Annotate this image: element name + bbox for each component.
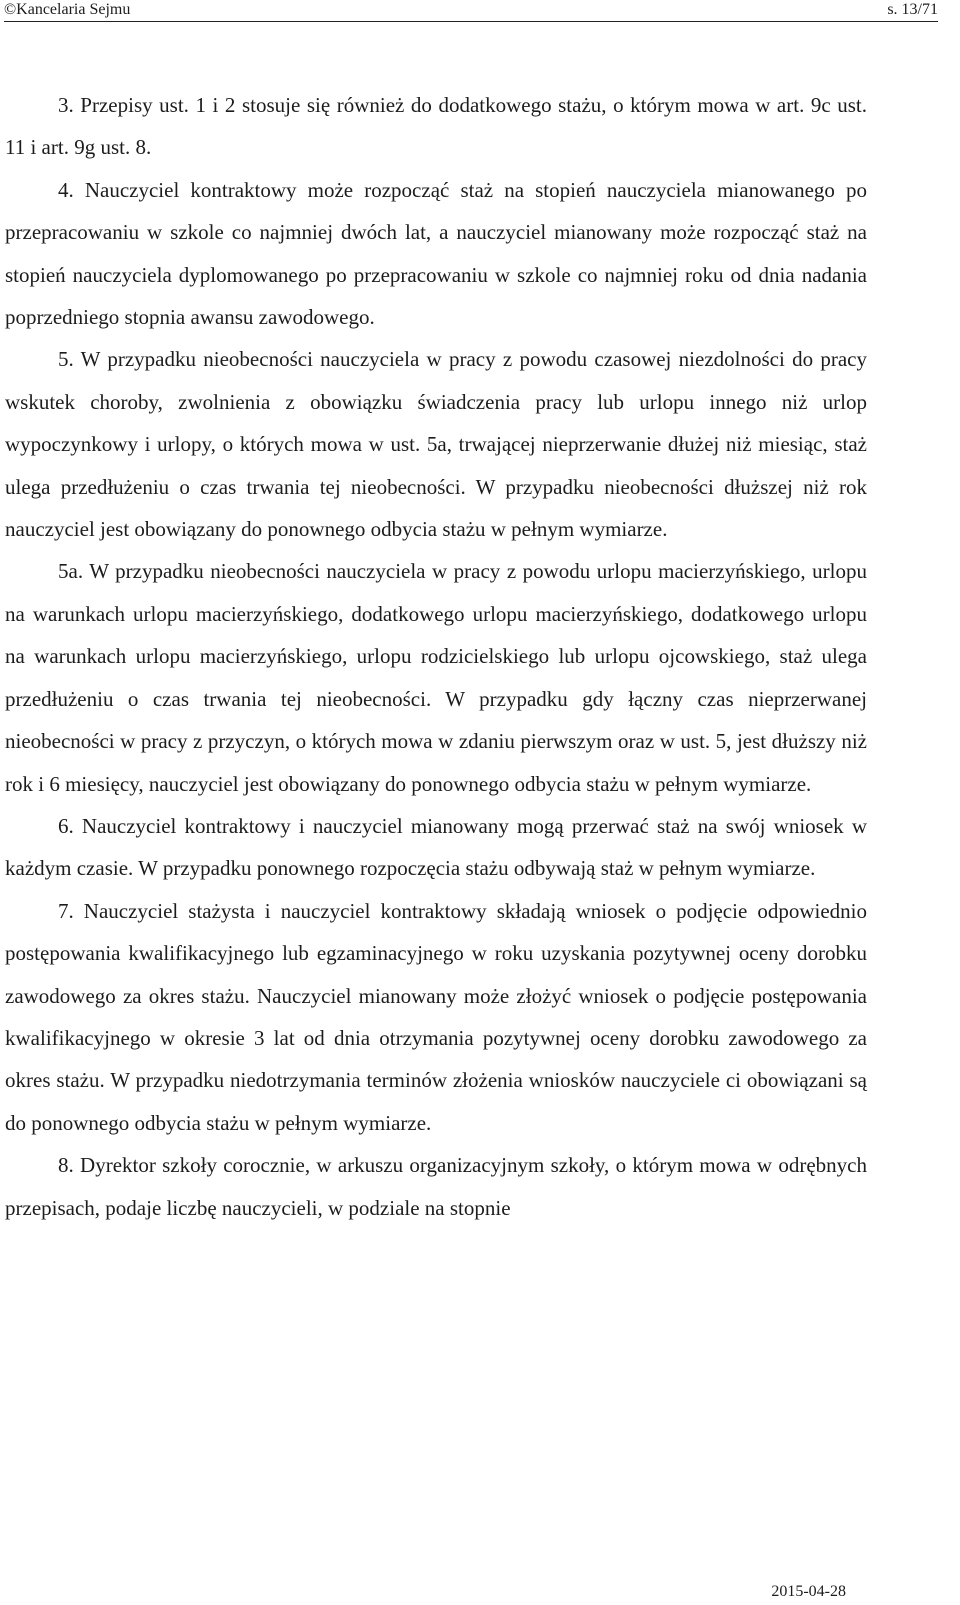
header-divider [4,21,938,22]
paragraph-ust-6: 6. Nauczyciel kontraktowy i nauczyciel mianowany mogą przerwać staż na swój wniosek w każdym czasie. W przypadku ponownego rozpoczęcia stażu odbywają staż w pełnym wymiarze. [5,813,867,881]
page-header [0,0,960,22]
paragraph-ust-5a: 5a. W przypadku nieobecności nauczyciela w pracy z powodu urlopu macierzyńskiego, urlopu na warunkach urlopu macierzyńskiego, dodatkowego urlopu macierzyńskiego, dodatkowego urlopu na warunkach urlopu macierzyńskiego, urlopu rodzicielskiego lub urlopu ojcowskiego, staż ulega przedłużeniu o czas trwania tej nieobecności. W przypadku gdy łączny czas nieprzerwanej nieobecności w pracy z przyczyn, o których mowa w zdaniu pierwszym oraz w ust. 5, jest dłuższy niż rok i 6 miesięcy, nauczyciel jest obowiązany do ponownego odbycia stażu w pełnym wymiarze. [5,559,867,796]
paragraph-ust-7: 7. Nauczyciel stażysta i nauczyciel kontraktowy składają wniosek o podjęcie odpowiednio postępowania kwalifikacyjnego lub egzaminacyjnego w roku uzyskania pozytywnej oceny dorobku zawodowego za okres stażu. Nauczyciel mianowany może złożyć wniosek o podjęcie postępowania kwalifikacyjnego w okresie 3 lat od dnia otrzymania pozytywnej oceny dorobku zawodowego za okres stażu. W przypadku niedotrzymania terminów złożenia wniosków nauczyciele ci obowiązani są do ponownego odbycia stażu w pełnym wymiarze. [5,898,867,1135]
paragraph-ust-3: 3. Przepisy ust. 1 i 2 stosuje się również do dodatkowego stażu, o którym mowa w art. 9c ust. 11 i art. 9g ust. 8. [5,93,867,160]
document-date: 2015-04-28 [771,1583,846,1600]
paragraph-ust-4: 4. Nauczyciel kontraktowy może rozpocząć staż na stopień nauczyciela mianowanego po przepracowaniu w szkole co najmniej dwóch lat, a nauczyciel mianowany może rozpocząć staż na stopień nauczyciela dyplomowanego po przepracowaniu w szkole co najmniej roku od dnia nadania poprzedniego stopnia awansu zawodowego. [5,177,867,330]
publisher-label: ©Kancelaria Sejmu [4,1,131,18]
document-body [5,84,867,1229]
page-number: s. 13/71 [887,1,938,18]
paragraph-ust-8: 8. Dyrektor szkoły corocznie, w arkuszu organizacyjnym szkoły, o którym mowa w odrębnych przepisach, podaje liczbę nauczycieli, w podziale na stopnie [5,1153,867,1220]
paragraph-ust-5: 5. W przypadku nieobecności nauczyciela w pracy z powodu czasowej niezdolności do pracy wskutek choroby, zwolnienia z obowiązku świadczenia pracy lub urlopu innego niż urlop wypoczynkowy i urlopy, o których mowa w ust. 5a, trwającej nieprzerwanie dłużej niż miesiąc, staż ulega przedłużeniu o czas trwania tej nieobecności. W przypadku nieobecności dłuższej niż rok nauczyciel jest obowiązany do ponownego odbycia stażu w pełnym wymiarze. [5,347,867,542]
